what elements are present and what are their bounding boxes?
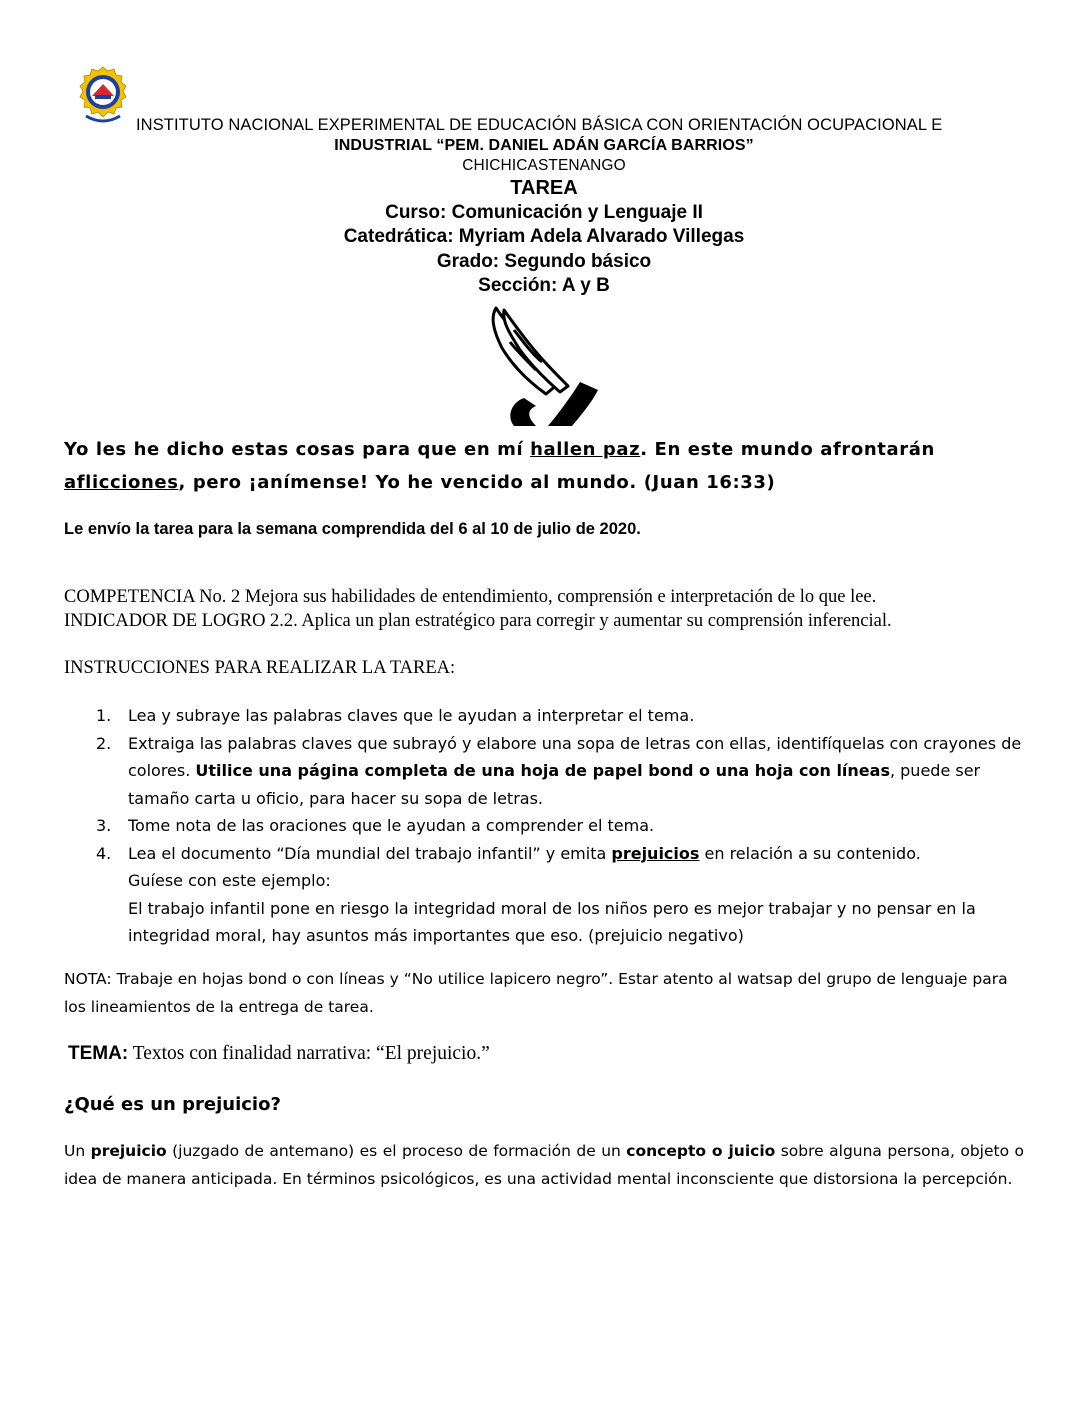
example-intro: Guíese con este ejemplo: [128, 871, 331, 890]
institute-name-line2: INDUSTRIAL “PEM. DANIEL ADÁN GARCÍA BARRIOS” [334, 137, 754, 154]
example-text: El trabajo infantil pone en riesgo la integridad moral de los niños pero es mejor trabajar y no pensar en la integridad moral, hay asuntos más importantes que eso. (prejuicio negativo) [128, 898, 976, 945]
tema-text: Textos con finalidad narrativa: “El prejuicio.” [128, 1043, 490, 1064]
praying-hands-icon [484, 302, 604, 430]
institute-name-line1: INSTITUTO NACIONAL EXPERIMENTAL DE EDUCACIÓN BÁSICA CON ORIENTACIÓN OCUPACIONAL E [136, 116, 943, 134]
instructions-list [64, 702, 1024, 950]
indicador-line: INDICADOR DE LOGRO 2.2. Aplica un plan estratégico para corregir y aumentar su comprensión inferencial. [64, 611, 892, 631]
page-title: TAREA [510, 177, 578, 199]
instructions-title: INSTRUCCIONES PARA REALIZAR LA TAREA: [64, 658, 456, 678]
verse-line2 [64, 472, 1044, 493]
tema-label: TEMA: [68, 1043, 129, 1064]
list-item: 2. Extraiga las palabras claves que subrayó y elabore una sopa de letras con ellas, identifíquelas con crayones de colores. Utilice una página completa de una hoja de papel bond o una hoja con líneas, puede ser tamaño carta u oficio, para hacer su sopa de letras. [96, 733, 1022, 808]
verse-text: . En este mundo afrontarán [640, 439, 935, 460]
grade-line: Grado: Segundo básico [436, 251, 652, 272]
town-name: CHICHICASTENANGO [462, 157, 626, 174]
list-item: 1. Lea y subraye las palabras claves que le ayudan a interpretar el tema. [96, 706, 695, 725]
competencia-line: COMPETENCIA No. 2 Mejora sus habilidades de entendimiento, comprensión e interpretación de lo que lee. [64, 587, 877, 607]
definition-paragraph: Un prejuicio (juzgado de antemano) es el proceso de formación de un concepto o juicio sobre alguna persona, objeto o idea de manera anticipada. En términos psicológicos, es una actividad mental inconsciente que distorsiona la percepción. [64, 1142, 1024, 1188]
course-line: Curso: Comunicación y Lenguaje II [385, 202, 703, 223]
verse-text: , pero ¡anímense! Yo he vencido al mundo. (Juan 16:33) [178, 472, 776, 493]
list-item: 4. Lea el documento “Día mundial del trabajo infantil” y emita prejuicios en relación a su contenido. Guíese con este ejemplo: El trabajo infantil pone en riesgo la integridad moral de los niños pero es mejor trabajar y no pensar en la integridad moral, hay asuntos más importantes que eso. (prejuicio negativo) [96, 843, 976, 945]
week-note: Le envío la tarea para la semana comprendida del 6 al 10 de julio de 2020. [64, 520, 641, 538]
verse-text: Yo les he dicho estas cosas para que en mí [64, 439, 531, 460]
note-paragraph: NOTA: Trabaje en hojas bond o con líneas y “No utilice lapicero negro”. Estar atento al watsap del grupo de lenguaje para los lineamientos de la entrega de tarea. [64, 970, 1008, 1016]
teacher-line: Catedrática: Myriam Adela Alvarado Villegas [343, 226, 745, 247]
verse-highlight-afflictions: aflicciones [64, 472, 179, 493]
section-heading: ¿Qué es un prejuicio? [64, 1094, 281, 1115]
school-gear-emblem-icon [78, 66, 128, 128]
verse-highlight-peace: hallen paz [530, 439, 641, 460]
verse-line1 [64, 439, 1044, 460]
list-item: 3. Tome nota de las oraciones que le ayudan a comprender el tema. [96, 816, 655, 835]
section-line: Sección: A y B [478, 275, 610, 296]
tema-line [68, 1043, 1028, 1065]
